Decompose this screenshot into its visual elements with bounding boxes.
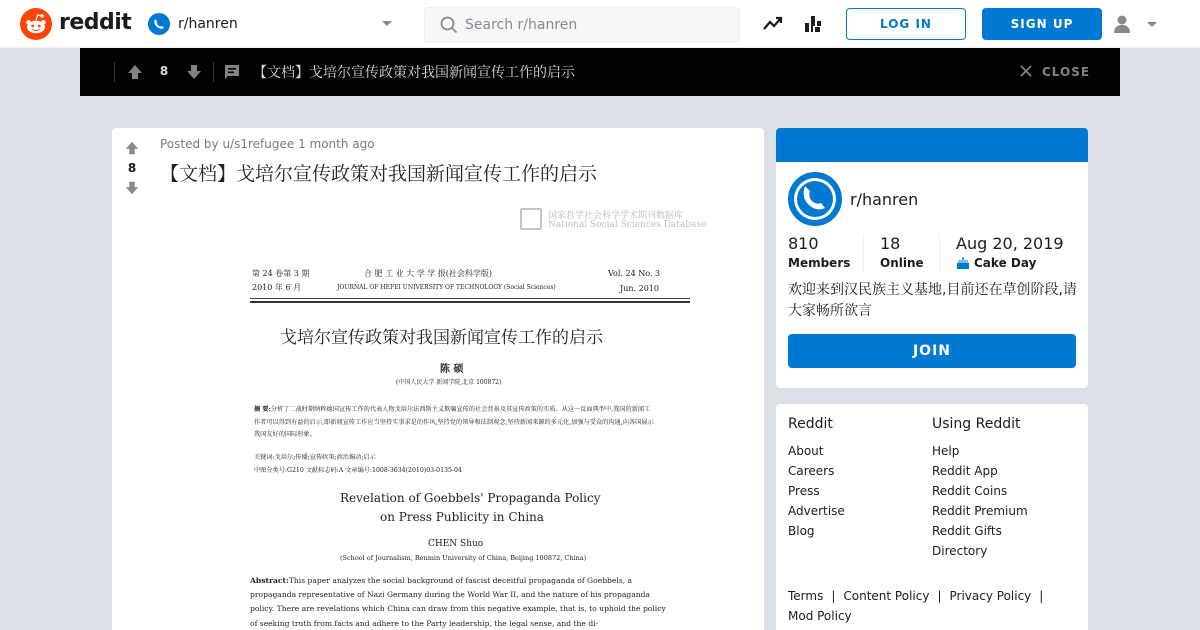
vote-score: 8 xyxy=(127,161,137,175)
login-button[interactable]: LOG IN xyxy=(846,8,966,40)
footer-link-directory[interactable]: Directory xyxy=(932,544,988,558)
online-count: 18 xyxy=(880,234,901,253)
footer-link-reddit-premium[interactable]: Reddit Premium xyxy=(932,504,1028,518)
article-title-zh: 戈培尔宣传政策对我国新闻宣传工作的启示 xyxy=(280,328,603,348)
community-icon xyxy=(148,13,170,35)
community-description: 欢迎来到汉民族主义基地,目前还在草创阶段,请大家畅所欲言 xyxy=(788,282,1077,319)
footer-link-press[interactable]: Press xyxy=(788,484,820,498)
article-title-en: on Press Publicity in China xyxy=(380,510,544,524)
journal-volume-en: Vol. 24 No. 3 xyxy=(608,269,661,278)
strip-score: 8 xyxy=(159,64,169,78)
footer-column-using-reddit xyxy=(932,416,1028,561)
search-input[interactable] xyxy=(465,8,725,42)
footer-link-careers[interactable]: Careers xyxy=(788,464,835,478)
article-affiliation-zh: (中国人民大学 新闻学院,北京 100872) xyxy=(396,379,502,386)
search-bar[interactable] xyxy=(424,7,740,43)
abstract-label-zh: 摘 要: xyxy=(254,406,271,413)
post-icon xyxy=(223,63,241,81)
upvote-icon[interactable] xyxy=(126,63,144,81)
popular-stats-icon[interactable] xyxy=(802,13,824,35)
journal-date-en: Jun. 2010 xyxy=(620,284,659,293)
user-menu[interactable] xyxy=(1112,12,1162,36)
footer-column-title: Reddit xyxy=(788,416,833,432)
watermark-en: National Social Sciences Database xyxy=(548,220,707,230)
footer-legal-links xyxy=(788,586,1078,626)
post-header-strip xyxy=(80,48,1120,96)
online-label: Online xyxy=(880,256,924,270)
members-stat xyxy=(788,234,850,270)
post-meta: Posted by u/s1refugee 1 month ago xyxy=(160,137,375,151)
online-stat xyxy=(880,234,924,270)
divider xyxy=(863,234,864,272)
abstract-label-en: Abstract: xyxy=(250,576,289,585)
top-header xyxy=(0,0,1200,48)
footer-link-mod-policy[interactable]: Mod Policy xyxy=(788,609,852,623)
members-label: Members xyxy=(788,256,851,270)
footer-link-reddit-coins[interactable]: Reddit Coins xyxy=(932,484,1008,498)
journal-issue-zh: 第 24 卷第 3 期 xyxy=(252,269,310,278)
vote-column xyxy=(112,128,152,208)
reddit-wordmark[interactable]: reddit xyxy=(59,10,132,35)
post-title: 【文档】戈培尔宣传政策对我国新闻宣传工作的启示 xyxy=(160,163,598,185)
watermark-zh: 国家哲学社会科学学术期刊数据库 xyxy=(548,211,684,221)
community-avatar-icon[interactable] xyxy=(788,172,842,226)
community-card xyxy=(776,128,1088,388)
divider xyxy=(250,298,690,299)
chevron-down-icon xyxy=(381,20,393,28)
article-author-zh: 陈 硕 xyxy=(440,364,464,375)
journal-date-zh: 2010 年 6 月 xyxy=(252,283,302,292)
community-switcher[interactable] xyxy=(148,12,398,38)
footer-column-title: Using Reddit xyxy=(932,416,1021,432)
members-count: 810 xyxy=(788,234,819,253)
downvote-icon[interactable] xyxy=(124,180,140,196)
divider xyxy=(250,301,690,303)
footer-link-privacy-policy[interactable]: Privacy Policy xyxy=(949,589,1032,603)
upvote-icon[interactable] xyxy=(124,140,140,156)
footer-link-about[interactable]: About xyxy=(788,444,824,458)
community-title[interactable]: r/hanren xyxy=(850,190,919,209)
community-name: r/hanren xyxy=(178,16,238,32)
footer-link-content-policy[interactable]: Content Policy xyxy=(843,589,930,603)
keywords-zh: 关键词:戈培尔;传播;宣传政策;政治煽动;启示 xyxy=(254,454,376,461)
journal-name-zh: 合 肥 工 业 大 学 学 报(社会科学版) xyxy=(364,269,493,278)
strip-post-title: 【文档】戈培尔宣传政策对我国新闻宣传工作的启示 xyxy=(253,65,575,81)
footer-link-terms[interactable]: Terms xyxy=(788,589,824,603)
cake-icon xyxy=(956,257,970,269)
abstract-zh xyxy=(254,404,654,442)
signup-button[interactable]: SIGN UP xyxy=(982,8,1102,40)
footer-card xyxy=(776,404,1088,630)
separator: | xyxy=(937,589,942,603)
footer-link-help[interactable]: Help xyxy=(932,444,960,458)
post-card xyxy=(112,128,764,630)
abstract-text-zh: 分析了二战时期纳粹德国宣传工作的代表人物戈培尔法西斯主义欺骗宣传的社会背景及其宣传政策的实质。从这一反面典型中,我国的新闻工作者可以得到有益的启示,即新闻宣传工作应当坚持实事求是的作风,坚持党的领导和法制观念,坚持新闻来源的多元化,加强与受众的沟通,向各国展示我国友好的国际形象。 xyxy=(254,406,654,438)
footer-link-blog[interactable]: Blog xyxy=(788,524,815,538)
watermark xyxy=(520,208,716,234)
separator: | xyxy=(831,589,836,603)
close-button[interactable] xyxy=(1020,64,1100,80)
close-label: CLOSE xyxy=(1042,65,1091,79)
cake-day-date: Aug 20, 2019 xyxy=(956,234,1064,253)
classification-zh: 中图分类号:G210 文献标志码:A 文章编号:1008-3634(2010)03-0135-04 xyxy=(254,467,462,474)
divider xyxy=(213,62,214,82)
footer-link-advertise[interactable]: Advertise xyxy=(788,504,845,518)
chevron-down-icon xyxy=(1146,21,1158,29)
document-image[interactable] xyxy=(224,208,707,630)
cake-day-stat xyxy=(956,234,1064,270)
user-icon xyxy=(1112,14,1132,34)
journal-name-en: JOURNAL OF HEFEI UNIVERSITY OF TECHNOLOGY (Social Sciences) xyxy=(337,284,556,291)
footer-link-reddit-app[interactable]: Reddit App xyxy=(932,464,998,478)
article-affiliation-en: (School of Journalism, Renmin University of China, Beijing 100872, China) xyxy=(340,554,587,562)
trending-icon[interactable] xyxy=(762,13,784,35)
article-title-en: Revelation of Goebbels' Propaganda Policy xyxy=(340,491,601,505)
join-button[interactable]: JOIN xyxy=(788,334,1076,368)
watermark-logo-icon xyxy=(520,208,542,230)
search-icon xyxy=(440,16,458,34)
abstract-text-en: This paper analyzes the social background of fascist deceitful propaganda of Goebbels, a propaganda representative of Nazi Germany during the World War II, and the nature of his propaganda policy. There are revelations which China can draw from this negative example, that is, to uphold the policy of seeking truth from facts and adhere to the Party leadership, the legal sense, and the di- xyxy=(250,576,666,628)
divider xyxy=(114,62,115,82)
reddit-logo-icon[interactable] xyxy=(20,8,52,40)
footer-column-reddit xyxy=(788,416,845,541)
abstract-en xyxy=(250,574,672,630)
footer-link-reddit-gifts[interactable]: Reddit Gifts xyxy=(932,524,1002,538)
article-author-en: CHEN Shuo xyxy=(428,539,484,549)
close-icon xyxy=(1020,65,1032,77)
cake-day-label-row xyxy=(956,256,1064,270)
cake-day-label: Cake Day xyxy=(974,256,1037,270)
downvote-icon[interactable] xyxy=(185,63,203,81)
community-banner xyxy=(776,128,1088,162)
separator: | xyxy=(1039,589,1044,603)
divider xyxy=(939,234,940,272)
